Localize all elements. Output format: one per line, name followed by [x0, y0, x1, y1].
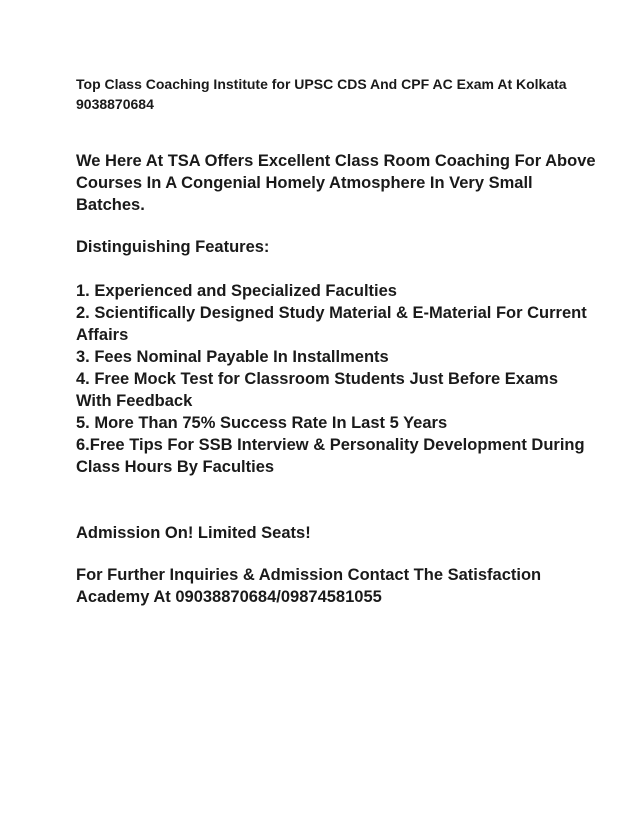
feature-item: 4. Free Mock Test for Classroom Students Just Before Exams With Feedback: [76, 370, 559, 410]
intro-paragraph: We Here At TSA Offers Excellent Class Room Coaching For Above Courses In A Congenial Homely Atmosphere In Very Small Batches.: [76, 152, 596, 214]
document-title: Top Class Coaching Institute for UPSC CDS And CPF AC Exam At Kolkata 9038870684: [76, 76, 567, 112]
feature-item: 6.Free Tips For SSB Interview & Personality Development During Class Hours By Faculties: [76, 436, 585, 476]
document-page: [76, 74, 596, 608]
feature-item: 3. Fees Nominal Payable In Installments: [76, 348, 389, 366]
feature-item: 1. Experienced and Specialized Faculties: [76, 282, 397, 300]
features-heading: Distinguishing Features:: [76, 238, 270, 256]
feature-item: 2. Scientifically Designed Study Material & E-Material For Current Affairs: [76, 304, 587, 344]
admission-notice: Admission On! Limited Seats!: [76, 524, 311, 542]
contact-paragraph: For Further Inquiries & Admission Contact The Satisfaction Academy At 09038870684/09874581055: [76, 566, 542, 606]
features-list: [76, 280, 596, 478]
feature-item: 5. More Than 75% Success Rate In Last 5 Years: [76, 414, 448, 432]
